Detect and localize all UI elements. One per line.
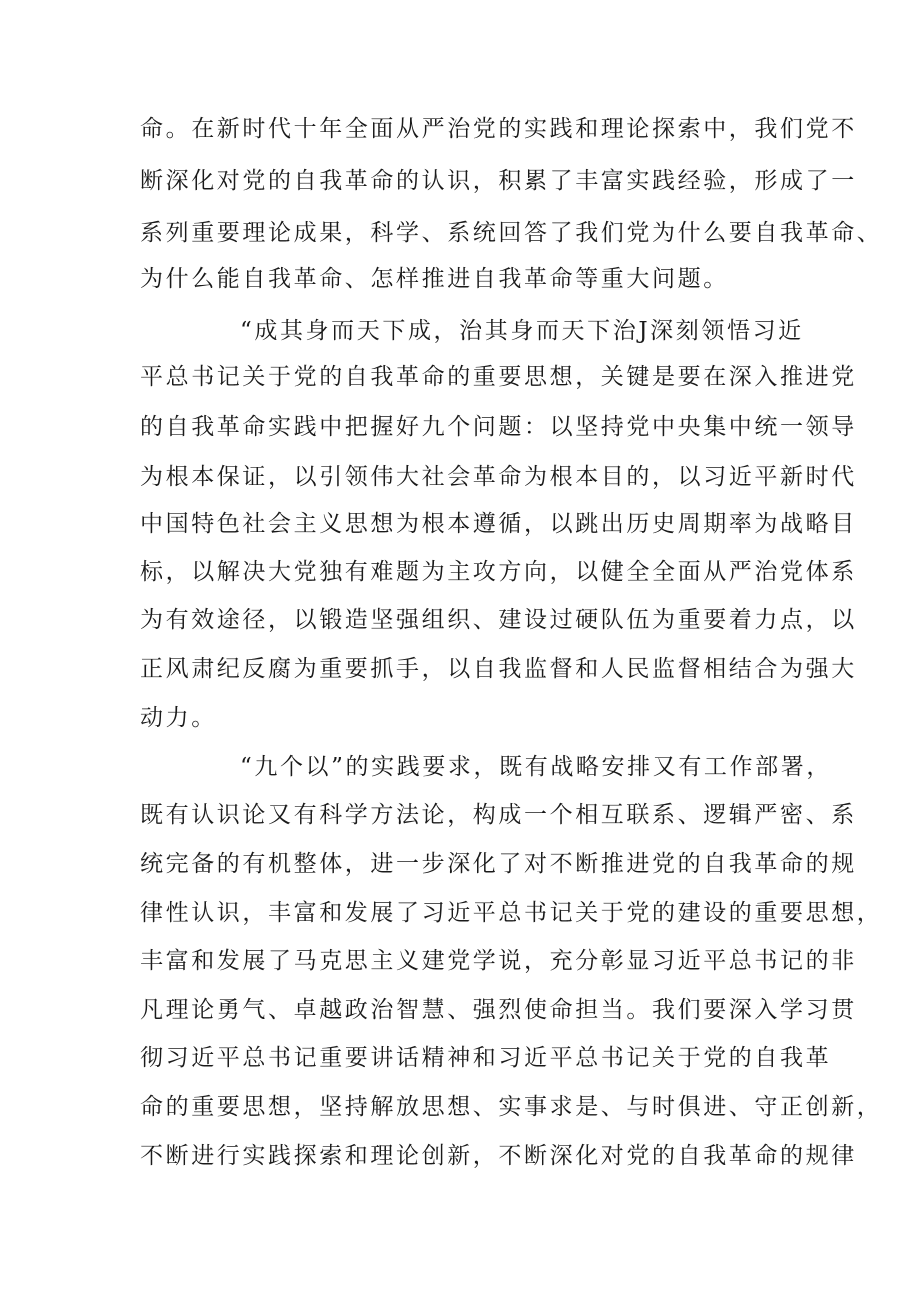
text-line: 不断进行实践探索和理论创新，不断深化对党的自我革命的规律 [140, 1143, 857, 1169]
text-line: 命。在新时代十年全面从严治党的实践和理论探索中，我们党不 [140, 116, 857, 142]
text-line: 凡理论勇气、卓越政治智慧、强烈使命担当。我们要深入学习贯 [140, 997, 857, 1023]
paragraph-first-line: “九个以”的实践要求，既有战略安排又有工作部署， [240, 754, 832, 780]
text-line: 为有效途径，以锻造坚强组织、建设过硬队伍为重要着力点，以 [140, 607, 857, 633]
text-line: 既有认识论又有科学方法论，构成一个相互联系、逻辑严密、系 [140, 802, 857, 828]
paragraph-first-line: “成其身而天下成，治其身而天下治J深刻领悟习近 [240, 318, 804, 344]
text-line: 的自我革命实践中把握好九个问题：以坚持党中央集中统一领导 [140, 414, 857, 440]
text-line: 平总书记关于党的自我革命的重要思想，关键是要在深入推进党 [140, 364, 857, 390]
text-line: 丰富和发展了马克思主义建党学说，充分彰显习近平总书记的非 [140, 948, 857, 974]
text-line: 彻习近平总书记重要讲话精神和习近平总书记关于党的自我革 [140, 1045, 832, 1071]
text-line: 为什么能自我革命、怎样推进自我革命等重大问题。 [140, 266, 729, 292]
text-line: 断深化对党的自我革命的认识，积累了丰富实践经验，形成了一 [140, 168, 857, 194]
text-line: 中国特色社会主义思想为根本遵循，以跳出历史周期率为战略目 [140, 511, 857, 537]
text-line: 正风肃纪反腐为重要抓手，以自我监督和人民监督相结合为强大 [140, 656, 857, 682]
text-line: 命的重要思想，坚持解放思想、实事求是、与时俱进、守正创新， [140, 1094, 883, 1120]
text-line: 为根本保证，以引领伟大社会革命为根本目的，以习近平新时代 [140, 464, 857, 490]
text-line: 系列重要理论成果，科学、系统回答了我们党为什么要自我革命、 [140, 220, 883, 246]
text-line: 律性认识，丰富和发展了习近平总书记关于党的建设的重要思想， [140, 900, 883, 926]
text-line: 动力。 [140, 705, 217, 731]
text-line: 统完备的有机整体，进一步深化了对不断推进党的自我革命的规 [140, 851, 857, 877]
text-line: 标，以解决大党独有难题为主攻方向，以健全全面从严治党体系 [140, 559, 857, 585]
